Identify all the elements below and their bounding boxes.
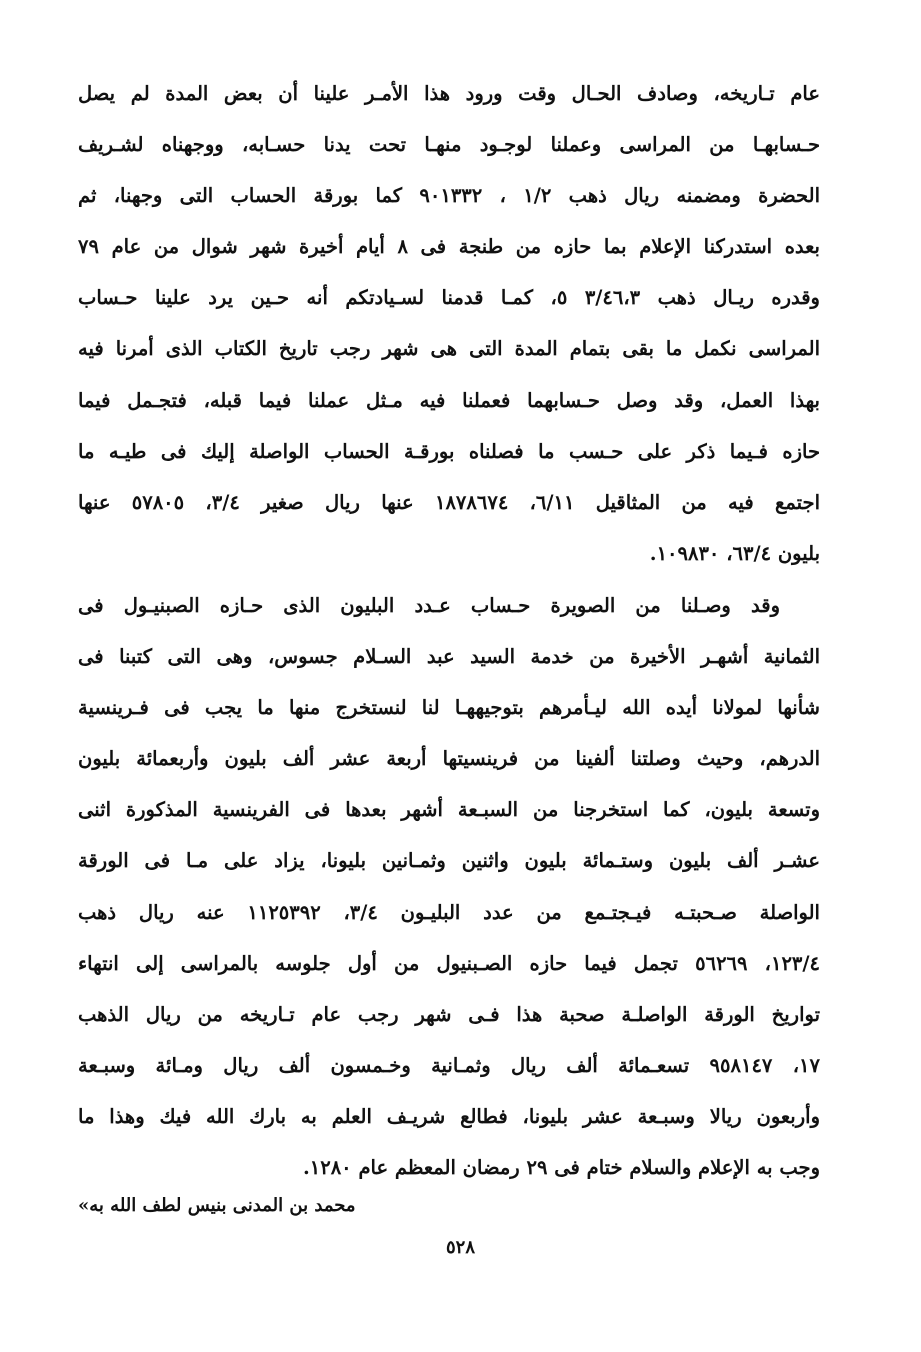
text-line: وقد وصـلنا من الصويرة حـساب عـدد البليون الذى حـازه الصبنيـول فى bbox=[78, 594, 780, 617]
text-line: اجتمع فيه من المثاقيل ٦/١١، ١٨٧٨٦٧٤ عنها ريال صغير ٣/٤، ٥٧٨٠٥ عنها bbox=[78, 490, 821, 514]
text-line: وأربعون ريالا وسبـعة عشر بليونا، فطالع شريـف العلم به بارك الله فيك وهذا ما bbox=[78, 1104, 820, 1128]
text-line: الواصلة صـحبتـه فيـجتـمع من عدد البليـون ٣/٤، ١١٢٥٣٩٢ عنه ريال ذهب bbox=[78, 900, 820, 924]
text-line: تواريخ الورقة الواصلـة صحبة هذا فـى شهر رجب عام تـاريخه من ريال الذهب bbox=[78, 1002, 820, 1026]
text-line: حـسابهـا من المراسى وعملنا لوجـود منهـا تحت يدنا حسـابه، ووجهناه لشـريف bbox=[78, 133, 820, 157]
text-line: ١٢٣/٤، ٥٦٢٦٩ تجمل فيما حازه الصـبنيول من أول جلوسه بالمراسى إلى انتهاء bbox=[78, 951, 820, 975]
paragraph-2 bbox=[78, 580, 820, 1193]
text-line: وجب به الإعلام والسلام ختام فى ٢٩ رمضان المعظم عام ١٢٨٠. bbox=[302, 1156, 820, 1180]
text-line: الحضرة ومضمنه ريال ذهب ١/٢ ، ٩٠١٣٣٢ كما بورقة الحساب التى وجهنا، ثم bbox=[78, 184, 821, 208]
text-line: ١٧، ٩٥٨١٤٧ تسعـمائة ألف ريال وثمـانية وخـمسون ألف ريال ومـائة وسبـعة bbox=[78, 1053, 820, 1077]
text-line: شأنها لمولانا أيده الله ليـأمرهم بتوجيههـا لنا لنستخرج منها ما يجب فى فـرينسية bbox=[78, 696, 820, 720]
page-number: ٥٢٨ bbox=[445, 1237, 475, 1258]
text-line: وقدره ريـال ذهب ٣/٤٦،٣ ٥، كمـا قدمنا لسـيادتكم أنه حـين يرد علينا حـساب bbox=[78, 286, 820, 310]
text-line: الثمانية أشهـر الأخيرة من خدمة السيد عبد السـلام جسوس، وهى التى كتبنا فى bbox=[78, 645, 820, 669]
paragraph-1 bbox=[78, 68, 820, 579]
text-line: بليون ٦٣/٤، ١٠٩٨٣٠. bbox=[649, 541, 820, 565]
signature: محمد بن المدنى بنيس لطف الله به» bbox=[78, 1195, 356, 1216]
text-line: عشـر ألف بليون وستـمائة بليون واثنين وثمـانين بليونا، يزاد على مـا فى الورقة bbox=[78, 849, 820, 873]
text-line: المراسى نكمل ما بقى بتمام المدة التى هى شهر رجب تاريخ الكتاب الذى أمرنا فيه bbox=[78, 337, 820, 361]
text-line: حازه فـيما ذكر على حـسب ما فصلناه بورقـة الحساب الواصلة إليك فى طيـه ما bbox=[78, 439, 820, 463]
text-line: بهذا العمل، وقد وصل حـسابهما فعملنا فيه مـثل عملنا فيما قبله، فتجـمل فيما bbox=[78, 388, 820, 412]
text-line: بعده استدركنا الإعلام بما حازه من طنجة فى ٨ أيام أخيرة شهر شوال من عام ٧٩ bbox=[78, 235, 820, 259]
text-line: وتسعة بليون، كما استخرجنا من السبـعة أشهر بعدها فى الفرينسية المذكورة اثنى bbox=[78, 798, 820, 822]
text-line: الدرهم، وحيث وصلتنا ألفينا من فرينسيتها أربعة عشر ألف بليون وأربعمائة بليون bbox=[78, 747, 820, 771]
text-line: عام تـاريخه، وصادف الحـال وقت ورود هذا الأمـر علينا أن بعض المدة لم يصل bbox=[78, 82, 820, 105]
